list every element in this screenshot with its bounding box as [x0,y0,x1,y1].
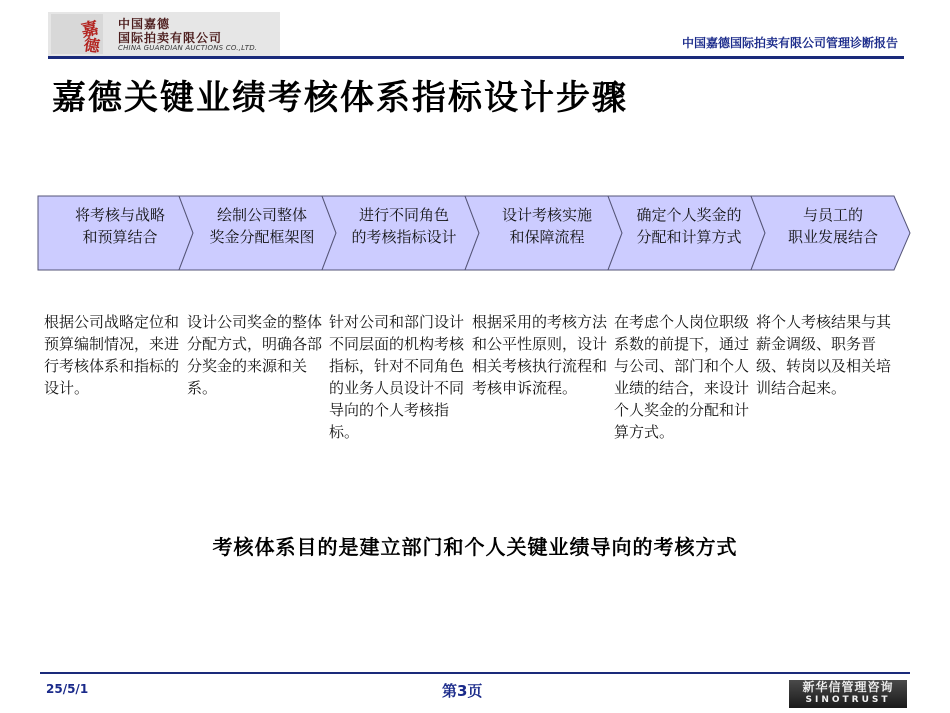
step-2-description: 设计公司奖金的整体分配方式，明确各部分奖金的来源和关系。 [187,313,323,397]
step-2-label-line2: 奖金分配框架图 [209,228,315,246]
step-6-label [758,204,908,248]
logo-name-line1: 中国嘉德 [118,17,171,31]
step-1-label-line1: 将考核与战略 [74,206,165,224]
system-purpose-statement: 考核体系目的是建立部门和个人关键业绩导向的考核方式 [212,535,738,559]
step-3-description: 针对公司和部门设计不同层面的机构考核指标，针对不同角色的业务人员设计不同导向的个人考核指标。 [329,313,465,441]
step-6-description: 将个人考核结果与其薪金调级、职务晋级、转岗以及相关培训结合起来。 [756,313,892,397]
page-number: 第3页 [442,682,483,700]
report-header-title: 中国嘉德国际拍卖有限公司管理诊断报告 [681,36,898,50]
footer-divider [40,672,910,674]
consultant-logo [789,680,907,708]
step-1-description: 根据公司战略定位和预算编制情况，来进行考核体系和指标的设计。 [44,313,180,397]
step-4-description: 根据采用的考核方法和公平性原则，设计相关考核执行流程和考核申诉流程。 [472,313,608,397]
footer-date: 25/5/1 [46,682,89,696]
step-5-label-line2: 分配和计算方式 [636,228,742,246]
consultant-logo-en: SINOTRUST [805,695,891,705]
step-3-label-line1: 进行不同角色 [358,206,449,224]
step-4-label-line2: 和保障流程 [509,228,585,246]
consultant-logo-cn: 新华信管理咨询 [802,680,894,694]
logo-seal-icon: 嘉 德 [51,14,103,54]
step-2-label-line1: 绘制公司整体 [216,206,307,224]
step-1-label [45,204,195,248]
step-5-label [614,204,764,248]
company-logo [48,12,280,56]
step-3-label-line2: 的考核指标设计 [351,228,457,246]
page-title: 嘉德关键业绩考核体系指标设计步骤 [52,78,628,118]
step-5-description: 在考虑个人岗位职级系数的前提下，通过与公司、部门和个人业绩的结合，来设计个人奖金的分配和计算方式。 [614,313,750,441]
logo-english-name: CHINA GUARDIAN AUCTIONS CO.,LTD. [118,44,258,52]
step-6-label-line2: 职业发展结合 [787,228,878,246]
step-2-label [187,204,337,248]
step-4-label-line1: 设计考核实施 [501,206,592,224]
step-4-label [472,204,622,248]
step-6-label-line1: 与员工的 [802,206,863,224]
step-3-label [329,204,479,248]
step-1-label-line2: 和预算结合 [82,228,158,246]
header-divider [48,56,904,59]
step-5-label-line1: 确定个人奖金的 [636,206,742,224]
logo-name-line2: 国际拍卖有限公司 [118,31,223,45]
